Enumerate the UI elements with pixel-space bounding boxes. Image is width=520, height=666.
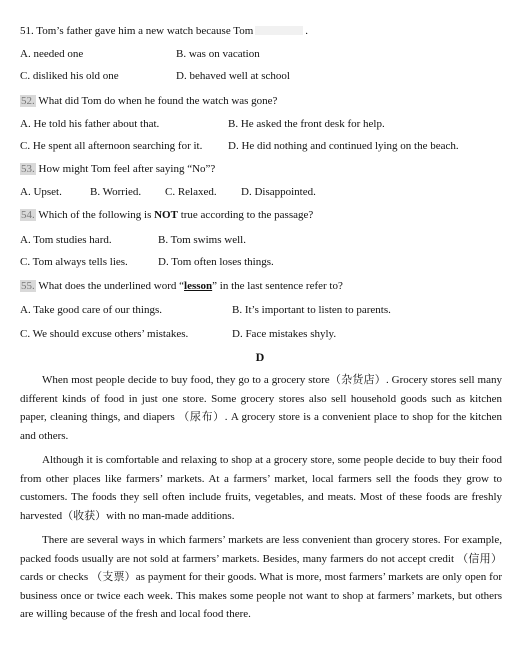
- option-text: C. Tom always tells lies.: [20, 256, 128, 268]
- option-text: A. Take good care of our things.: [20, 304, 162, 316]
- option-text: A. He told his father about that.: [20, 118, 160, 130]
- question-55-option-b: [232, 304, 391, 317]
- option-text: C. disliked his old one: [20, 70, 119, 82]
- option-text: B. Worried.: [90, 186, 142, 198]
- question-54-option-d: [158, 256, 274, 269]
- question-52-option-c: [20, 140, 202, 153]
- section-heading: D: [255, 350, 265, 364]
- question-51-text: 51. Tom’s father gave him a new watch because Tom: [20, 25, 254, 37]
- option-text: C. We should excuse others’ mistakes.: [20, 328, 189, 340]
- option-text: D. He did nothing and continued lying on the beach.: [228, 140, 459, 152]
- option-text: C. Relaxed.: [165, 186, 217, 198]
- question-52-number: 52.: [21, 95, 35, 107]
- question-53-text: How might Tom feel after saying “No”?: [38, 163, 216, 175]
- question-51-option-d: [176, 70, 290, 83]
- option-text: B. Tom swims well.: [158, 234, 246, 246]
- question-51-stem: [20, 25, 308, 38]
- option-text: C. He spent all afternoon searching for it.: [20, 140, 203, 152]
- question-53-option-c: [165, 186, 217, 199]
- option-text: D. Disappointed.: [241, 186, 316, 198]
- question-52-option-d: [228, 140, 459, 153]
- underlined-word: lesson: [184, 280, 213, 292]
- passage-paragraph-3: [20, 531, 502, 624]
- paragraph-text: Although it is comfortable and relaxing to shop at a grocery store, some people decide to buy their food from other places like farmers’ markets. At a farmers’ market, local farmers sell the foods they grow to customers. The foods they sell often include fruits, vegetables, and meats. Most of these foods are freshly harvested（收获）with no man-made additions.: [20, 454, 502, 522]
- question-55-number: 55.: [21, 280, 35, 292]
- question-54-text: Which of the following is: [38, 209, 155, 221]
- option-text: D. behaved well at school: [176, 70, 290, 82]
- question-54-option-c: [20, 256, 128, 269]
- question-54-stem: [20, 209, 313, 222]
- question-55-option-c: [20, 328, 188, 341]
- question-53-stem: [20, 163, 215, 176]
- question-52-stem: [20, 95, 277, 108]
- question-53-number: 53.: [21, 163, 35, 175]
- question-55-option-d: [232, 328, 336, 341]
- question-54-emphasis: NOT: [154, 209, 178, 221]
- passage-paragraph-2: [20, 451, 502, 525]
- question-53-option-b: [90, 186, 141, 199]
- question-52-option-b: [228, 118, 385, 131]
- option-text: A. Upset.: [20, 186, 62, 198]
- question-51-option-b: [176, 48, 260, 61]
- option-text: D. Face mistakes shyly.: [232, 328, 337, 340]
- question-53-option-d: [241, 186, 316, 199]
- question-55-text: What does the underlined word “: [38, 280, 185, 292]
- question-54-text-end: true according to the passage?: [177, 209, 314, 221]
- passage-paragraph-1: [20, 371, 502, 445]
- question-54-option-b: [158, 234, 246, 247]
- question-51-option-c: [20, 70, 119, 83]
- question-51-option-a: [20, 48, 83, 61]
- paragraph-text: When most people decide to buy food, they go to a grocery store（杂货店）. Grocery stores sell many different kinds of food in just one store. Some grocery stores also sell household goods such as kitchen paper, cleaning things, and diapers （尿布）. A grocery store is a convenient place to shop for the kitchen and others.: [20, 374, 502, 442]
- question-52-text: What did Tom do when he found the watch was gone?: [38, 95, 278, 107]
- question-51-period: .: [305, 25, 309, 37]
- question-55-stem: [20, 280, 343, 293]
- paragraph-text: There are several ways in which farmers’ markets are less convenient than grocery stores. For example, packed foods usually are not sold at farmers’ markets. Besides, many farmers do not accept credit （信用）cards or checks （支票）as payment for their goods. What is more, most farmers’ markets are only open for business once or twice each week. This makes some people not want to shop at farmers’ markets, but others are willing because of the fresh and local food there.: [20, 534, 502, 620]
- question-53-option-a: [20, 186, 62, 199]
- option-text: B. He asked the front desk for help.: [228, 118, 385, 130]
- option-text: B. It’s important to listen to parents.: [232, 304, 391, 316]
- question-54-option-a: [20, 234, 112, 247]
- option-text: A. needed one: [20, 48, 84, 60]
- option-text: B. was on vacation: [176, 48, 260, 60]
- question-52-option-a: [20, 118, 159, 131]
- option-text: D. Tom often loses things.: [158, 256, 274, 268]
- question-54-number: 54.: [21, 209, 35, 221]
- option-text: A. Tom studies hard.: [20, 234, 112, 246]
- question-55-text-end: ” in the last sentence refer to?: [212, 280, 343, 292]
- answer-blank: [255, 26, 303, 35]
- question-55-option-a: [20, 304, 162, 317]
